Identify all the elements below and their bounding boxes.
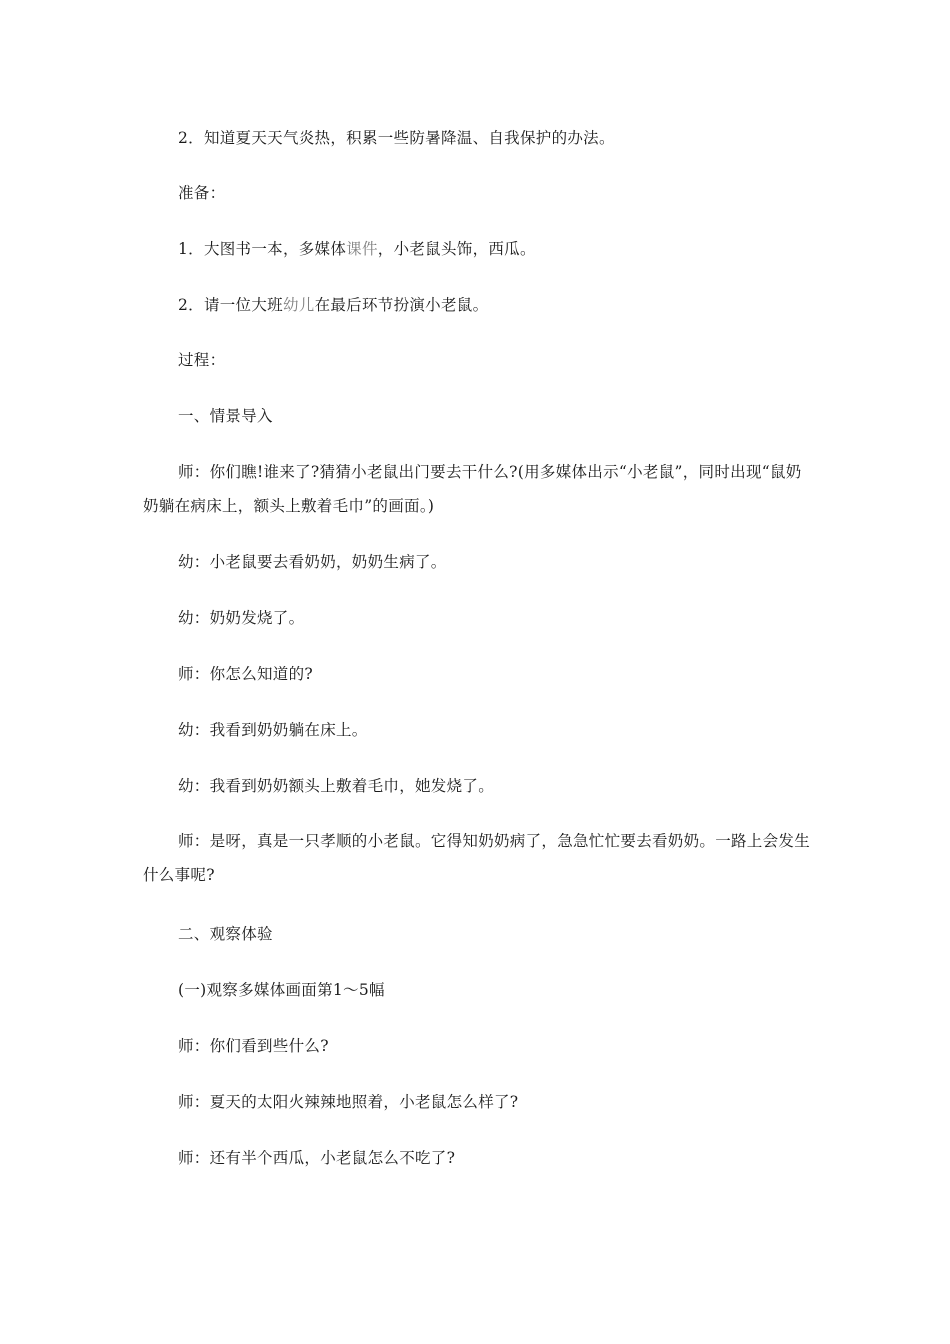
goal-2-paragraph: 2．知道夏天天气炎热，积累一些防暑降温、自我保护的办法。 [178, 129, 615, 147]
preparation-item-2-after: 在最后环节扮演小老鼠。 [314, 296, 489, 314]
preparation-item-1-before: 1．大图书一本，多媒体 [178, 240, 347, 258]
section-1-heading: 一、情景导入 [178, 407, 273, 425]
preparation-item-2-before: 2．请一位大班 [178, 296, 283, 314]
preparation-heading: 准备： [178, 184, 226, 202]
subsection-heading: (一)观察多媒体画面第1～5幅 [178, 981, 385, 999]
preparation-item-1-after: ，小老鼠头饰，西瓜。 [377, 240, 536, 258]
preparation-item-1 [143, 232, 810, 266]
process-heading: 过程： [178, 351, 226, 369]
dialogue-line: 幼：小老鼠要去看奶奶，奶奶生病了。 [178, 553, 447, 571]
dialogue-line: 师：你们瞧!谁来了?猜猜小老鼠出门要去干什么?(用多媒体出示“小老鼠”，同时出现“鼠奶奶躺在病床上，额头上敷着毛巾”的画面。) [143, 463, 802, 515]
dialogue-line: 师：是呀，真是一只孝顺的小老鼠。它得知奶奶病了，急急忙忙要去看奶奶。一路上会发生什么事呢? [143, 832, 811, 884]
courseware-link[interactable]: 课件 [346, 240, 378, 258]
dialogue-line: 幼：我看到奶奶躺在床上。 [178, 721, 368, 739]
dialogue-line: 师：还有半个西瓜，小老鼠怎么不吃了? [178, 1149, 456, 1167]
dialogue-line: 师：你怎么知道的? [178, 665, 314, 683]
dialogue-line: 师：夏天的太阳火辣辣地照着，小老鼠怎么样了? [178, 1093, 519, 1111]
children-link[interactable]: 幼儿 [282, 296, 315, 314]
dialogue-line: 幼：我看到奶奶额头上敷着毛巾，她发烧了。 [178, 777, 495, 795]
dialogue-line: 师：你们看到些什么? [178, 1037, 329, 1055]
section-2-heading: 二、观察体验 [178, 925, 273, 943]
dialogue-line: 幼：奶奶发烧了。 [178, 609, 305, 627]
preparation-item-2 [143, 288, 810, 322]
